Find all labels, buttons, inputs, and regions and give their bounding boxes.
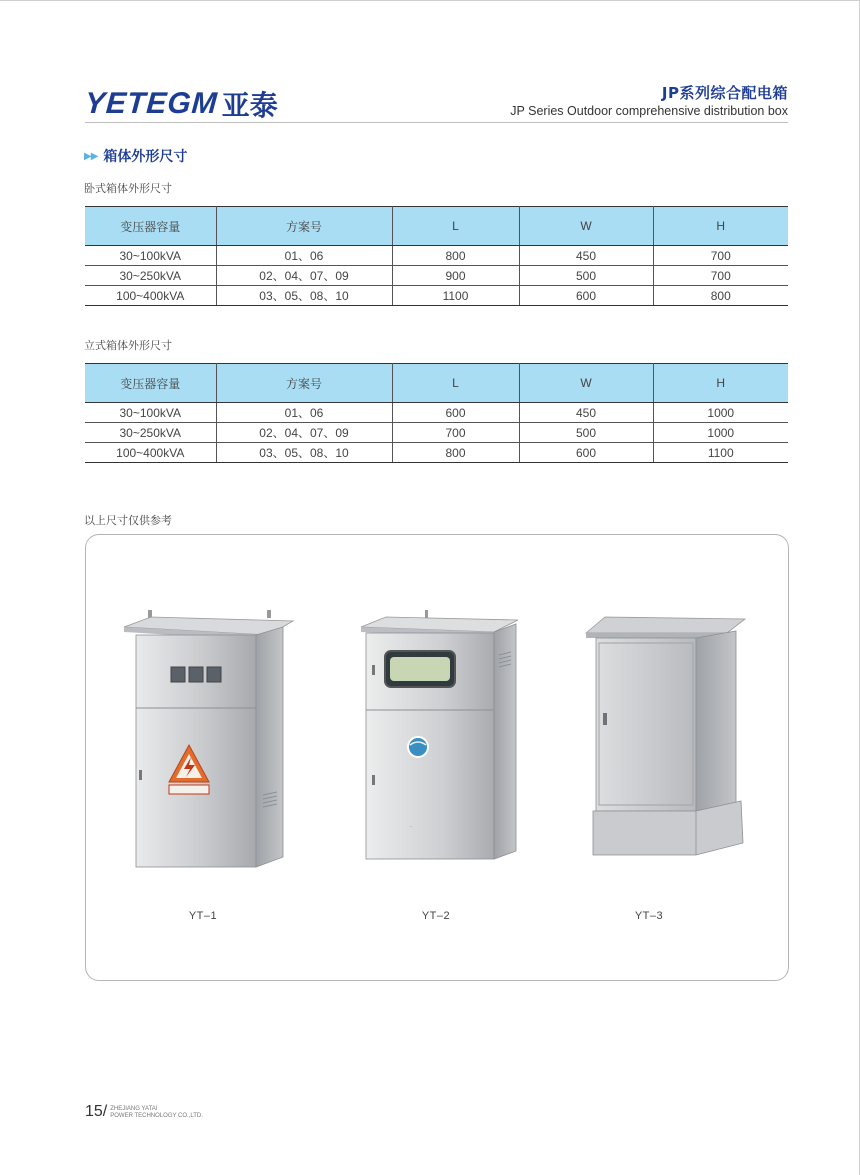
cell-h: 1000 [653,423,788,443]
page-number: 15/ [85,1103,108,1120]
horizontal-table-label: 卧式箱体外形尺寸 [84,182,172,195]
cell-capacity: 100~400kVA [85,443,216,463]
cell-h: 1000 [653,403,788,423]
cell-capacity: 30~250kVA [85,423,216,443]
cell-capacity: 30~100kVA [85,403,216,423]
cell-capacity: 30~250kVA [85,266,216,286]
title-english: JP Series Outdoor comprehensive distribution box [510,104,788,118]
cell-scheme: 01、06 [216,246,392,266]
company-logo [85,84,278,124]
cabinet-yt3-image [581,605,751,875]
cell-scheme: 02、04、07、09 [216,423,392,443]
page-edge-top [0,0,860,1]
company-name [110,1106,203,1120]
cell-capacity: 100~400kVA [85,286,216,306]
logo-chinese-text: 亚泰 [221,89,278,122]
cell-h: 700 [653,246,788,266]
cell-l: 800 [392,246,519,266]
cabinet-yt1-image [121,605,296,875]
cell-w: 500 [519,266,653,286]
horizontal-dimensions-table [85,206,788,306]
col-header-scheme: 方案号 [216,207,392,246]
col-header-capacity: 变压器容量 [85,364,216,403]
product-image-panel [85,534,789,981]
caption-yt3: YT–3 [634,910,664,922]
cell-scheme: 03、05、08、10 [216,286,392,306]
section-heading [84,146,187,166]
cabinet-yt2-image [358,605,523,875]
col-header-l: L [392,364,519,403]
cell-l: 800 [392,443,519,463]
table-row [85,403,788,423]
cell-h: 700 [653,266,788,286]
double-arrow-icon: ▶▶ [84,150,98,162]
table-row [85,266,788,286]
col-header-w: W [519,364,653,403]
col-header-w: W [519,207,653,246]
cell-l: 900 [392,266,519,286]
section-title: 箱体外形尺寸 [103,149,188,165]
table-header-row [85,364,788,403]
page-footer [85,1104,203,1120]
cell-scheme: 02、04、07、09 [216,266,392,286]
document-title [510,82,788,118]
cell-capacity: 30~100kVA [85,246,216,266]
logo-latin-text: YETEGM [83,87,219,120]
col-header-h: H [653,207,788,246]
cell-l: 600 [392,403,519,423]
cell-w: 600 [519,443,653,463]
table-row [85,246,788,266]
title-chinese: JP系列综合配电箱 [661,84,788,102]
header-divider [85,122,788,123]
cell-w: 450 [519,246,653,266]
reference-note: 以上尺寸仅供参考 [84,514,172,527]
table-header-row [85,207,788,246]
caption-yt2: YT–2 [421,910,451,922]
cell-scheme: 01、06 [216,403,392,423]
svg-text:.: . [410,822,412,829]
cell-w: 500 [519,423,653,443]
table-row [85,443,788,463]
vertical-dimensions-table [85,363,788,463]
company-line-2: POWER TECHNOLOGY CO.,LTD. [110,1112,203,1119]
col-header-l: L [392,207,519,246]
cell-l: 700 [392,423,519,443]
col-header-capacity: 变压器容量 [85,207,216,246]
col-header-scheme: 方案号 [216,364,392,403]
cell-h: 800 [653,286,788,306]
cell-scheme: 03、05、08、10 [216,443,392,463]
caption-yt1: YT–1 [188,910,218,922]
cell-w: 450 [519,403,653,423]
cell-l: 1100 [392,286,519,306]
table-row [85,286,788,306]
col-header-h: H [653,364,788,403]
company-line-1: ZHEJIANG YATAI [110,1106,158,1112]
cell-w: 600 [519,286,653,306]
vertical-table-label: 立式箱体外形尺寸 [84,339,172,352]
table-row [85,423,788,443]
cell-h: 1100 [653,443,788,463]
